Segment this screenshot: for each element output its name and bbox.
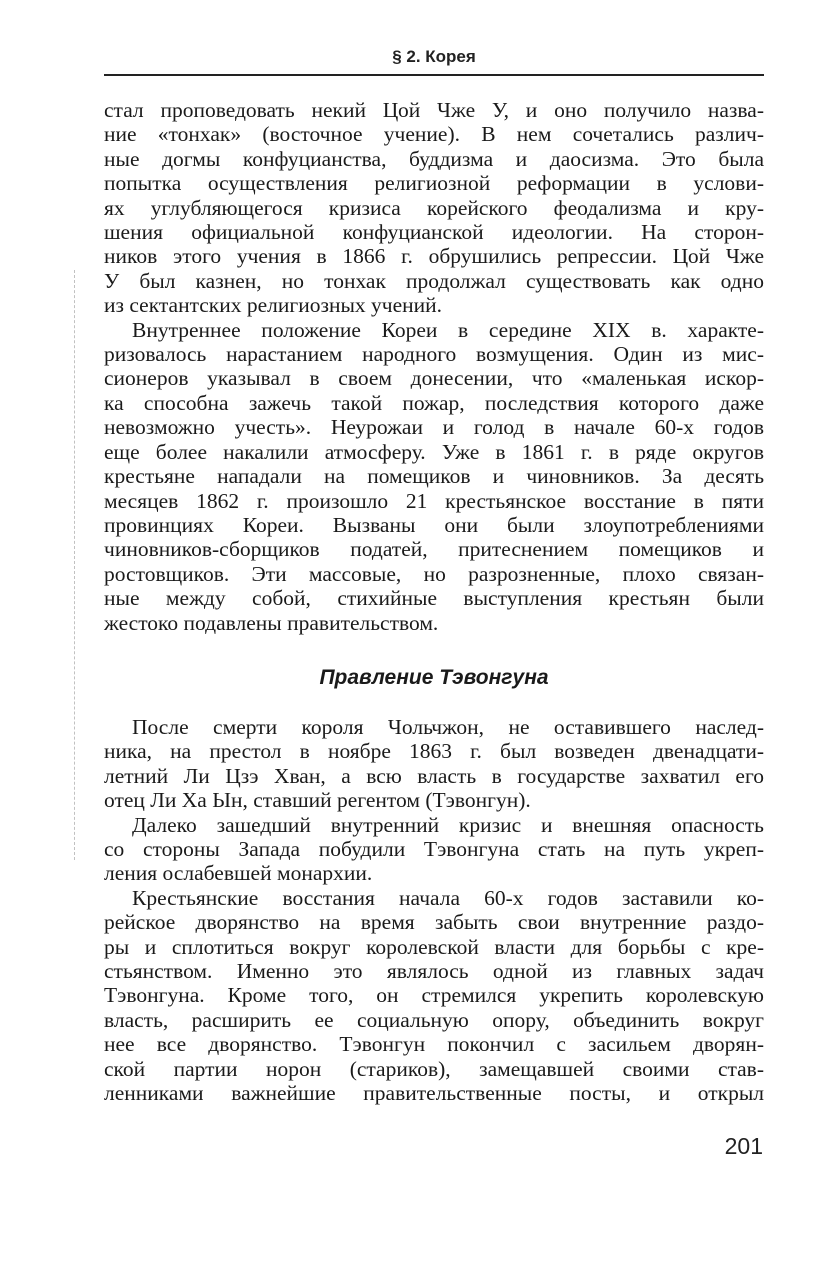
text-line: рейское дворянство на время забыть свои внутренние раздо- [104, 910, 764, 935]
text-line: невозможно учесть». Неурожаи и голод в начале 60-х годов [104, 415, 764, 440]
running-header [104, 44, 764, 76]
paragraph-succession [104, 715, 764, 813]
scan-margin-artifact [74, 270, 79, 860]
text-line: власть, расширить ее социальную опору, объединить вокруг [104, 1007, 764, 1032]
text-line: жестоко подавлены правительством. [104, 610, 439, 635]
text-line: из сектантских религиозных учений. [104, 293, 443, 318]
text-line: Крестьянские восстания начала 60-х годов заставили ко- [132, 885, 764, 910]
text-line: шения официальной конфуцианской идеологии. На сторон- [104, 220, 764, 245]
text-line: ленниками важнейшие правительственные посты, и открыл [104, 1081, 764, 1106]
paragraph-internal-situation [104, 318, 764, 635]
running-title: § 2. Корея [392, 47, 476, 66]
text-line: Тэвонгуна. Кроме того, он стремился укрепить королевскую [104, 983, 764, 1008]
text-line: стьянством. Именно это являлось одной из главных задач [104, 959, 764, 983]
text-line: Далеко зашедший внутренний кризис и внешняя опасность [132, 812, 764, 837]
paragraph-tonhak [104, 98, 764, 318]
text-line: ры и сплотиться вокруг королевской власти для борьбы с кре- [104, 934, 764, 959]
text-line: нее все дворянство. Тэвонгун покончил с засильем дворян- [104, 1032, 764, 1057]
text-line: чиновников-сборщиков податей, притеснением помещиков и [104, 537, 764, 562]
page-body [104, 98, 764, 1105]
paragraph-crisis [104, 813, 764, 886]
text-line: После смерти короля Чольчжон, не оставившего наслед- [132, 714, 764, 739]
text-line: ления ослабевшей монархии. [104, 861, 373, 886]
text-line: провинциях Кореи. Вызваны они были злоупотреблениями [104, 512, 764, 537]
text-line: ные между собой, стихийные выступления крестьян были [104, 586, 764, 611]
text-line: попытка осуществления религиозной реформации в услови- [104, 171, 764, 196]
text-line: еще более накалили атмосферу. Уже в 1861 г. в ряде округов [104, 439, 764, 464]
text-line: месяцев 1862 г. произошло 21 крестьянское восстание в пяти [104, 488, 764, 513]
text-line: отец Ли Ха Ын, ставший регентом (Тэвонгун). [104, 788, 531, 813]
text-line: ние «тонхак» (восточное учение). В нем сочетались различ- [104, 122, 764, 147]
text-line: со стороны Запада побудили Тэвонгуна стать на путь укреп- [104, 836, 764, 861]
page-number: 201 [724, 1133, 763, 1159]
text-line: ника, на престол в ноябре 1863 г. был возведен двенадцати- [104, 739, 764, 764]
paragraph-uprisings [104, 886, 764, 1106]
text-line: Внутреннее положение Кореи в середине XIX в. характе- [132, 317, 764, 342]
text-line: летний Ли Цзэ Хван, а всю власть в государстве захватил его [104, 763, 764, 788]
text-line: сионеров указывал в своем донесении, что «маленькая искор- [104, 366, 764, 391]
text-line: ской партии норон (стариков), замещавшей своими став- [104, 1056, 764, 1081]
text-line: ка способна зажечь такой пожар, последствия которого даже [104, 390, 764, 415]
text-line: У был казнен, но тонхак продолжал существовать как одно [104, 268, 764, 293]
text-line: ные догмы конфуцианства, буддизма и даосизма. Это была [104, 146, 764, 171]
text-line: стал проповедовать некий Цой Чже У, и оно получило назва- [104, 98, 764, 122]
text-line: ризовалось нарастанием народного возмущения. Один из мис- [104, 342, 764, 367]
section-heading: Правление Тэвонгуна [319, 665, 549, 689]
text-line: крестьяне нападали на помещиков и чиновников. За десять [104, 464, 764, 489]
text-line: ников этого учения в 1866 г. обрушились репрессии. Цой Чже [104, 244, 764, 269]
text-line: ростовщиков. Эти массовые, но разрозненные, плохо связан- [104, 561, 764, 586]
text-line: ях углубляющегося кризиса корейского феодализма и кру- [104, 195, 764, 220]
